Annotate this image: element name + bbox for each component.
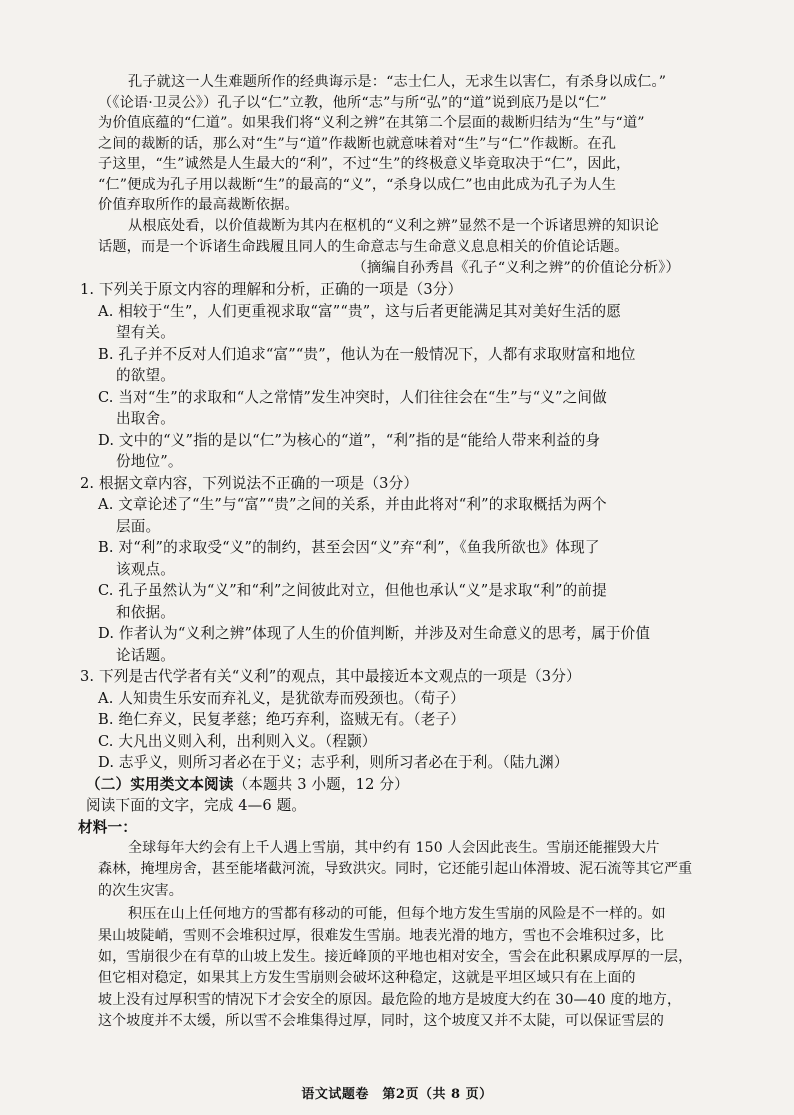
question-stem: 2. 根据文章内容，下列说法不正确的一项是（3分） — [80, 474, 419, 492]
text-line: 森林，掩埋房舍，甚至能堵截河流，导致洪灾。同时，它还能引起山体滑坡、泥石流等其它严重 — [98, 861, 693, 878]
question-stem: 1. 下列关于原文内容的理解和分析，正确的一项是（3分） — [80, 281, 463, 298]
text-line: 从根底处看，以价值裁断为其内在枢机的“义利之辨”显然不是一个诉诸思辨的知识论 — [128, 217, 659, 234]
option-c[interactable]: C. 当对“生”的求取和“人之常情”发生冲突时，人们往往会在“生”与“义”之间做 — [98, 388, 607, 406]
option-b[interactable]: B. 对“利”的求取受“义”的制约，甚至会因“义”弃“利”，《鱼我所欲也》体现了 — [98, 539, 600, 556]
question-3 — [80, 666, 726, 774]
question-stem: 3. 下列是古代学者有关“义利”的观点，其中最接近本文观点的一项是（3分） — [80, 668, 581, 685]
option-b-cont: 该观点。 — [116, 560, 175, 578]
option-a[interactable]: A. 文章论述了“生”与“富”“贵”之间的关系，并由此将对“利”的求取概括为两个 — [98, 496, 607, 513]
section-heading — [84, 774, 726, 796]
option-d-cont: 份地位”。 — [116, 453, 183, 470]
section-title: （二）实用类文本阅读 — [86, 775, 234, 793]
text-line: 价值弃取所作的最高裁断依据。 — [98, 197, 299, 213]
material-label: 材料一： — [78, 818, 137, 836]
option-d[interactable]: D. 文中的“义”指的是以“仁”为核心的“道”，“利”指的是“能给人带来利益的身 — [98, 431, 601, 449]
text-line: 子这里，“生”诚然是人生最大的“利”，不过“生”的终极意义毕竟取决于“仁”，因此， — [98, 156, 631, 172]
option-c[interactable]: C. 大凡出义则入利，出利则入义。（程颢） — [98, 732, 377, 750]
text-line: 话题，而是一个诉诸生命践履且同人的生命意志与生命意义息息相关的价值论话题。 — [98, 238, 629, 255]
text-line: 的次生灾害。 — [98, 882, 183, 899]
question-2 — [80, 473, 726, 667]
page-footer: 语文试题卷 第2页（共 8 页） — [301, 1087, 493, 1102]
option-c-cont: 和依据。 — [116, 603, 175, 621]
text-line: 但它相对稳定，如果其上方发生雪崩则会破坏这种稳定，这就是平坦区域只有在上面的 — [98, 970, 636, 987]
passage-paragraph-1 — [98, 72, 726, 216]
text-line: （《论语·卫灵公》）孔子以“仁”立教，他所“志”与所“弘”的“道”说到底乃是以“仁” — [98, 94, 607, 111]
text-line: 这个坡度并不太缓，所以雪不会堆集得过厚，同时，这个坡度又并不太陡，可以保证雪层的 — [98, 1013, 664, 1030]
text-line: “仁”便成为孔子用以裁断“生”的最高的“义”，“杀身以成仁”也由此成为孔子为人生 — [98, 176, 617, 193]
option-c[interactable]: C. 孔子虽然认为“义”和“利”之间彼此对立，但他也承认“义”是求取“利”的前提 — [98, 582, 607, 599]
option-d[interactable]: D. 作者认为“义利之辨”体现了人生的价值判断，并涉及对生命意义的思考，属于价值 — [98, 625, 651, 642]
question-1 — [80, 279, 726, 473]
page-content — [78, 72, 726, 1033]
option-c-cont: 出取舍。 — [116, 410, 175, 427]
text-line: 之间的裁断的话，那么对“生”与“道”作裁断也就意味着对“生”与“仁”作裁断。在孔 — [98, 135, 617, 152]
material-1 — [98, 838, 726, 1033]
passage-source: （摘编自孙秀昌《孔子“义利之辨”的价值论分析》） — [352, 259, 680, 276]
text-line: 如，雪崩很少在有草的山坡上发生。接近峰顶的平地也相对安全，雪会在此积累成厚厚的一层， — [98, 949, 693, 966]
option-d-cont: 论话题。 — [116, 646, 175, 664]
text-line: 果山坡陡峭，雪则不会堆积过厚，很难发生雪崩。地表光滑的地方，雪也不会堆积过多，比 — [98, 927, 664, 944]
option-a[interactable]: A. 相较于“生”，人们更重视求取“富”“贵”，这与后者更能满足其对美好生活的愿 — [98, 302, 621, 320]
text-line: 孔子就这一人生难题所作的经典诲示是：“志士仁人，无求生以害仁，有杀身以成仁。” — [128, 74, 667, 90]
option-a-cont: 层面。 — [116, 517, 161, 535]
text-line: 为价值底蕴的“仁道”。如果我们将“义利之辨”在其第二个层面的裁断归结为“生”与“道” — [98, 115, 645, 131]
text-line: 坡上没有过厚积雪的情况下才会安全的原因。最危险的地方是坡度大约在 30—40 度的地方， — [98, 991, 682, 1008]
section-note: （本题共 3 小题，12 分） — [233, 775, 409, 793]
option-a[interactable]: A. 人知贵生乐安而弃礼义，是犹欲寿而殁颈也。（荀子） — [98, 689, 465, 707]
passage-paragraph-2 — [98, 216, 726, 258]
option-a-cont: 望有关。 — [116, 324, 175, 341]
option-d[interactable]: D. 志乎义，则所习者必在于义；志乎利，则所习者必在于利。（陆九渊） — [98, 754, 569, 771]
option-b[interactable]: B. 孔子并不反对人们追求“富”“贵”，他认为在一般情况下，人都有求取财富和地位 — [98, 345, 636, 363]
text-line: 全球每年大约会有上千人遇上雪崩，其中约有 150 人会因此丧生。雪崩还能摧毁大片 — [128, 840, 660, 856]
text-line: 积压在山上任何地方的雪都有移动的可能，但每个地方发生雪崩的风险是不一样的。如 — [128, 906, 666, 923]
section-instruction: 阅读下面的文字，完成 4—6 题。 — [86, 797, 307, 814]
option-b[interactable]: B. 绝仁弃义，民复孝慈；绝巧弃利，盗贼无有。（老子） — [98, 711, 466, 728]
option-b-cont: 的欲望。 — [116, 367, 175, 384]
